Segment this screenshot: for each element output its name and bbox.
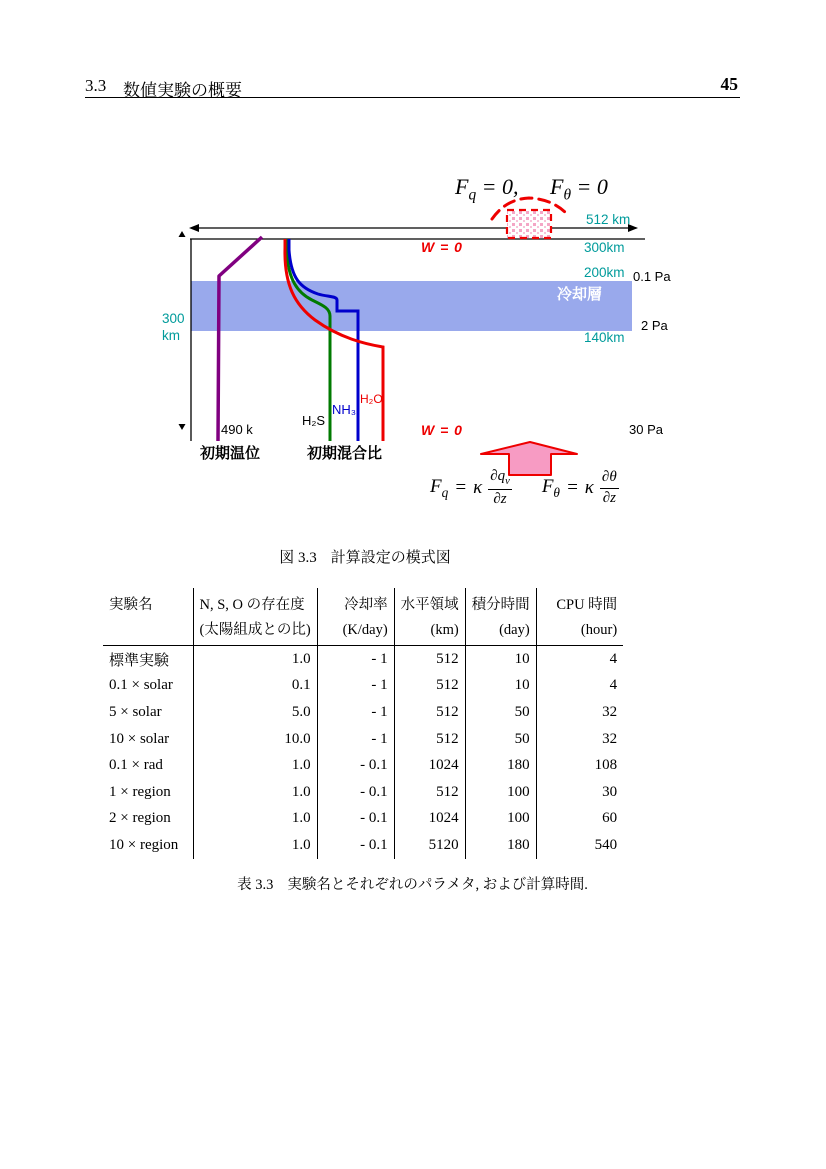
label-30-pa: 30 Pa — [629, 422, 663, 437]
ft-den: ∂z — [602, 489, 616, 506]
cell-abundance: 1.0 — [193, 832, 317, 859]
table-caption — [85, 873, 740, 894]
flux-formula-q — [430, 468, 512, 508]
label-h2o: H₂O — [360, 392, 383, 406]
left-arrowhead-icon — [189, 224, 199, 232]
table-header-row — [103, 588, 623, 646]
axis-up-arrow-icon — [179, 231, 186, 237]
dotted-pink-box — [507, 210, 551, 238]
figure-caption-label: 図 3.3 — [279, 550, 317, 566]
label-200km: 200km — [584, 265, 625, 280]
header-integration-time: 積分時間 (day) — [465, 588, 536, 646]
label-init-temperature: 初期温位 — [200, 445, 261, 462]
label-2-pa: 2 Pa — [641, 318, 668, 333]
fq-num: ∂q — [490, 468, 506, 484]
cell-domain: 512 — [394, 673, 465, 700]
formula-F2-sub: θ — [563, 186, 572, 204]
cell-time: 10 — [465, 646, 536, 673]
fq-den: ∂z — [493, 491, 507, 508]
formula-F1-sub: q — [468, 186, 477, 204]
experiments-table — [103, 588, 623, 859]
cell-cpu: 60 — [536, 806, 623, 833]
cell-cpu: 108 — [536, 752, 623, 779]
label-140km: 140km — [584, 330, 625, 345]
cell-name: 0.1 × solar — [109, 677, 173, 694]
cell-time: 180 — [465, 752, 536, 779]
cell-abundance: 1.0 — [193, 752, 317, 779]
ft-sub: θ — [553, 484, 560, 500]
formula-eq1: = 0, — [481, 174, 519, 199]
cell-abundance: 1.0 — [193, 646, 317, 673]
cell-time: 50 — [465, 699, 536, 726]
cell-abundance: 0.1 — [193, 673, 317, 700]
cell-cooling: - 0.1 — [317, 832, 394, 859]
section-number: 3.3 — [85, 76, 107, 95]
header-cpu-time: CPU 時間 (hour) — [536, 588, 623, 646]
top-boundary-formula — [455, 174, 608, 204]
table-row — [103, 673, 623, 700]
section-title: 数値実験の概要 — [123, 81, 242, 100]
cell-cooling: - 1 — [317, 726, 394, 753]
cell-domain: 512 — [394, 726, 465, 753]
table-caption-text: 実験名とそれぞれのパラメタ, および計算時間. — [287, 877, 588, 893]
cell-cpu: 540 — [536, 832, 623, 859]
cell-name: 10 × region — [109, 836, 179, 853]
cell-name: 標準実験 — [109, 652, 170, 669]
cell-time: 10 — [465, 673, 536, 700]
cell-time: 100 — [465, 806, 536, 833]
cell-domain: 1024 — [394, 806, 465, 833]
table-row — [103, 832, 623, 859]
cell-cooling: - 0.1 — [317, 806, 394, 833]
label-w0-bottom: W = 0 — [421, 422, 463, 438]
table-row — [103, 752, 623, 779]
cell-time: 180 — [465, 832, 536, 859]
label-cooling-layer: 冷却層 — [557, 286, 603, 303]
fq-sub: q — [441, 484, 449, 500]
cell-cpu: 32 — [536, 699, 623, 726]
table-caption-label: 表 3.3 — [237, 877, 274, 893]
temperature-profile-line — [218, 237, 262, 441]
header-horizontal-domain: 水平領域 (km) — [394, 588, 465, 646]
table-row — [103, 779, 623, 806]
table-row — [103, 806, 623, 833]
cell-abundance: 1.0 — [193, 806, 317, 833]
ft-fraction — [600, 469, 619, 507]
label-300km: 300km — [584, 240, 625, 255]
page-number: 45 — [720, 74, 738, 94]
figure-caption-text: 計算設定の模式図 — [330, 550, 451, 566]
cell-name: 2 × region — [109, 810, 171, 827]
cell-abundance: 10.0 — [193, 726, 317, 753]
cell-cooling: - 1 — [317, 699, 394, 726]
cell-cooling: - 1 — [317, 646, 394, 673]
fq-equals: = — [454, 477, 468, 499]
label-490k: 490 k — [221, 422, 253, 437]
cell-cpu: 4 — [536, 673, 623, 700]
flux-formula-theta — [542, 469, 619, 507]
cell-time: 100 — [465, 779, 536, 806]
figure-caption — [85, 546, 645, 567]
fq-F: F — [430, 475, 442, 497]
cell-cooling: - 1 — [317, 673, 394, 700]
label-init-mixing-ratio: 初期混合比 — [307, 445, 383, 462]
formula-eq2: = 0 — [576, 174, 608, 199]
cell-name: 0.1 × rad — [109, 757, 163, 774]
label-512km: 512 km — [586, 212, 631, 227]
cell-cpu: 30 — [536, 779, 623, 806]
ft-equals: = — [565, 477, 579, 499]
cell-name: 5 × solar — [109, 703, 162, 720]
schematic-figure — [0, 0, 826, 540]
cell-cooling: - 0.1 — [317, 779, 394, 806]
formula-F1: F — [455, 174, 469, 199]
cell-time: 50 — [465, 726, 536, 753]
table-row — [103, 646, 623, 673]
header-abundance: N, S, O の存在度 (太陽組成との比) — [193, 588, 317, 646]
fq-num-sub: v — [505, 476, 510, 487]
cell-domain: 512 — [394, 699, 465, 726]
axis-down-arrow-icon — [179, 424, 186, 430]
bottom-boundary-formulas — [430, 468, 619, 508]
cell-abundance: 5.0 — [193, 699, 317, 726]
ft-kappa: κ — [584, 477, 594, 499]
fq-fraction — [488, 468, 512, 508]
label-w0-top: W = 0 — [421, 239, 463, 255]
fq-kappa: κ — [473, 477, 483, 499]
cell-abundance: 1.0 — [193, 779, 317, 806]
cell-domain: 5120 — [394, 832, 465, 859]
cell-name: 10 × solar — [109, 730, 170, 747]
ft-num: ∂θ — [600, 469, 619, 488]
label-0-1-pa: 0.1 Pa — [633, 269, 671, 284]
cell-domain: 512 — [394, 646, 465, 673]
ft-F: F — [541, 475, 554, 497]
label-h2s: H₂S — [302, 413, 326, 428]
table-row — [103, 726, 623, 753]
label-left-km: km — [162, 328, 180, 343]
cell-name: 1 × region — [109, 783, 171, 800]
header-cooling-rate: 冷却率 (K/day) — [317, 588, 394, 646]
formula-F2: F — [550, 174, 564, 199]
cell-cpu: 32 — [536, 726, 623, 753]
cell-domain: 512 — [394, 779, 465, 806]
cell-cpu: 4 — [536, 646, 623, 673]
cell-cooling: - 0.1 — [317, 752, 394, 779]
header-experiment: 実験名 — [103, 588, 193, 646]
cell-domain: 1024 — [394, 752, 465, 779]
label-nh3: NH₃ — [332, 402, 357, 417]
label-left-300: 300 — [162, 311, 185, 326]
table-row — [103, 699, 623, 726]
